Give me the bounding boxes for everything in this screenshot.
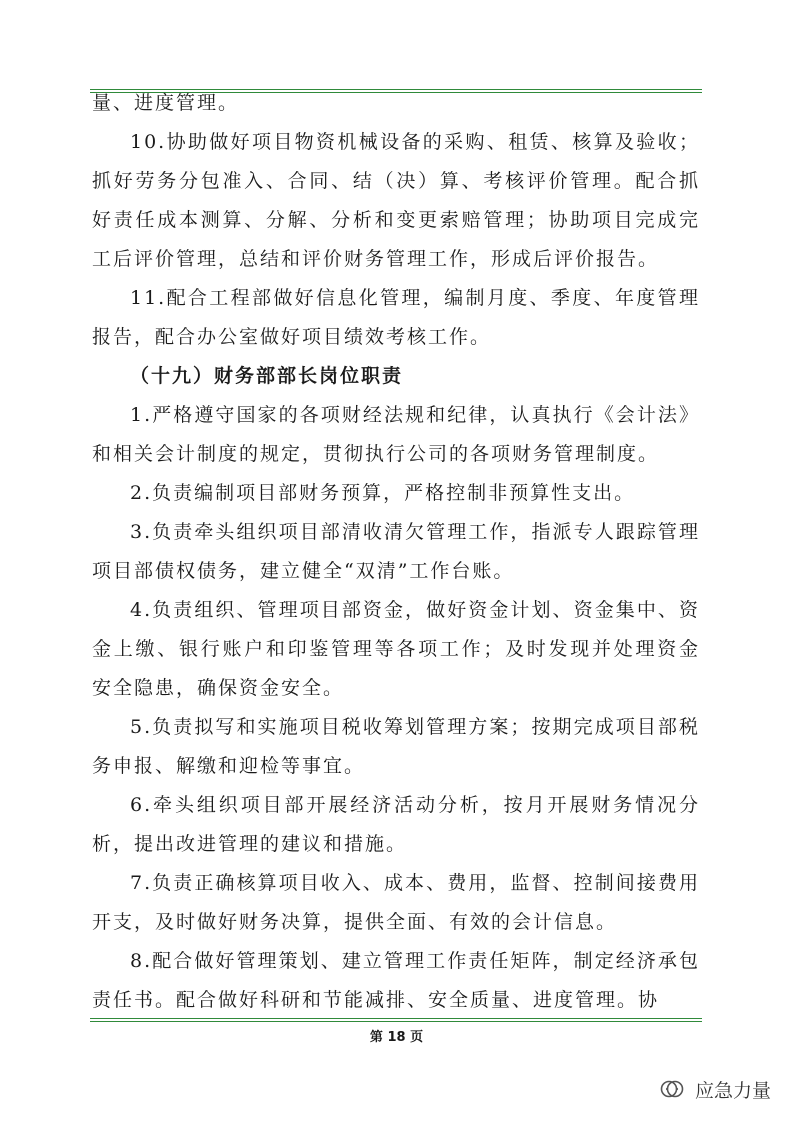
footer-rule-bottom bbox=[90, 1021, 702, 1022]
section-heading: （十九）财务部部长岗位职责 bbox=[130, 365, 404, 387]
paragraph-item-7: 7.负责正确核算项目收入、成本、费用，监督、控制间接费用开支，及时做好财务决算，提供全面、有效的会计信息。 bbox=[92, 872, 700, 933]
paragraph-item-3: 3.负责牵头组织项目部清收清欠管理工作，指派专人跟踪管理项目部债权债务，建立健全“双清”工作台账。 bbox=[92, 521, 700, 582]
paragraph-item-4: 4.负责组织、管理项目部资金，做好资金计划、资金集中、资金上缴、银行账户和印鉴管理等各项工作；及时发现并处理资金安全隐患，确保资金安全。 bbox=[92, 599, 700, 699]
paragraph-continued: 量、进度管理。 bbox=[92, 92, 240, 114]
document-body bbox=[92, 84, 700, 1020]
paragraph-item-11: 11.配合工程部做好信息化管理，编制月度、季度、年度管理报告，配合办公室做好项目绩效考核工作。 bbox=[92, 287, 700, 348]
page-number: 第 18 页 bbox=[369, 1030, 424, 1045]
paragraph-item-1: 1.严格遵守国家的各项财经法规和纪律，认真执行《会计法》和相关会计制度的规定，贯彻执行公司的各项财务管理制度。 bbox=[92, 404, 700, 465]
footer-rule-top bbox=[90, 1018, 702, 1019]
paragraph-item-5: 5.负责拟写和实施项目税收筹划管理方案；按期完成项目部税务申报、解缴和迎检等事宜。 bbox=[92, 716, 700, 777]
paragraph-item-2: 2.负责编制项目部财务预算，严格控制非预算性支出。 bbox=[130, 482, 636, 504]
watermark-label: 应急力量 bbox=[694, 1080, 771, 1102]
watermark bbox=[659, 1076, 771, 1103]
wechat-official-account-icon bbox=[659, 1078, 685, 1102]
paragraph-item-6: 6.牵头组织项目部开展经济活动分析，按月开展财务情况分析，提出改进管理的建议和措施。 bbox=[92, 794, 700, 855]
paragraph-item-10: 10.协助做好项目物资机械设备的采购、租赁、核算及验收；抓好劳务分包准入、合同、结（决）算、考核评价管理。配合抓好责任成本测算、分解、分析和变更索赔管理；协助项目完成完工后评价管理，总结和评价财务管理工作，形成后评价报告。 bbox=[92, 131, 700, 270]
paragraph-item-8: 8.配合做好管理策划、建立管理工作责任矩阵，制定经济承包责任书。配合做好科研和节能减排、安全质量、进度管理。协 bbox=[92, 950, 700, 1011]
